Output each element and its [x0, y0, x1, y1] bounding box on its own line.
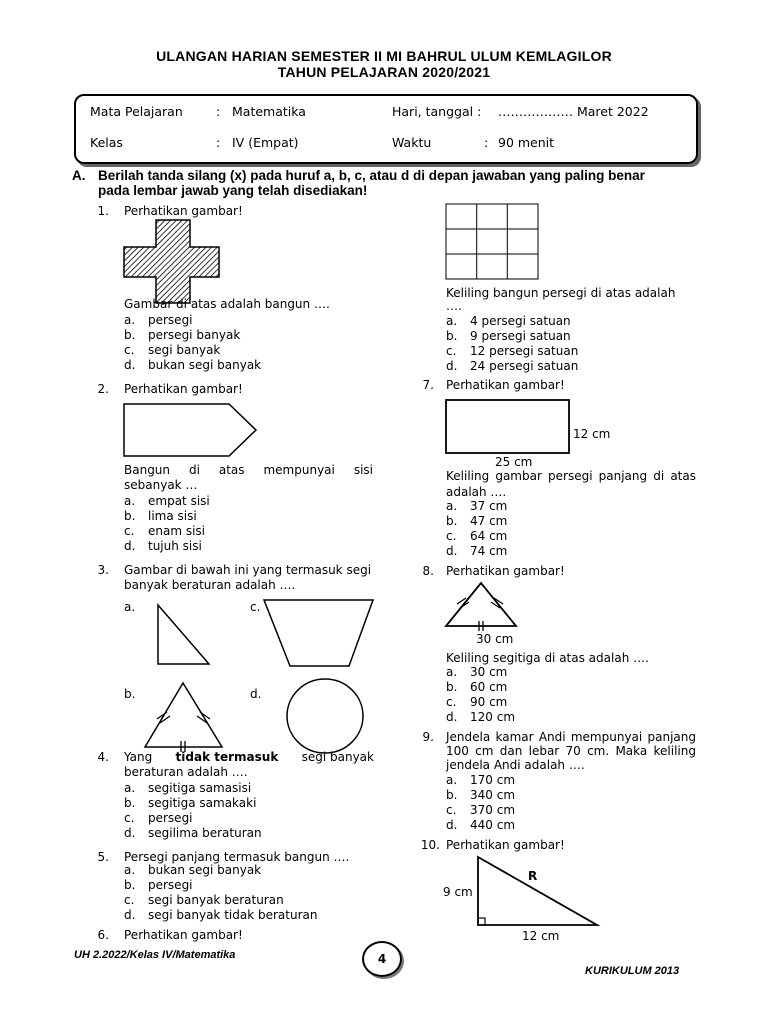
q2-question-line1: Bangun di atas mempunyai sisi: [124, 463, 373, 477]
q8-side-label: 30 cm: [476, 632, 514, 646]
q6-prompt: Perhatikan gambar!: [124, 928, 243, 942]
q2-a-text: empat sisi: [148, 494, 210, 508]
q8-b-text: 60 cm: [470, 680, 508, 694]
q5-d-letter: d.: [124, 908, 136, 922]
q2-c-letter: c.: [124, 524, 135, 538]
instruction-line2: pada lembar jawab yang telah disediakan!: [98, 183, 368, 198]
q7-b-letter: b.: [446, 514, 458, 528]
q10-prompt: Perhatikan gambar!: [446, 838, 565, 852]
q1-a-text: persegi: [148, 313, 193, 327]
q6-b-letter: b.: [446, 329, 458, 343]
q3-question-line2: banyak beraturan adalah ….: [124, 578, 296, 592]
q8-question: Keliling segitiga di atas adalah ….: [446, 651, 649, 665]
q9-question-line2: 100 cm dan lebar 70 cm. Maka keliling: [446, 744, 696, 758]
q10-number: 10.: [420, 838, 440, 852]
subject-label: Mata Pelajaran: [90, 104, 183, 119]
q5-c-letter: c.: [124, 893, 135, 907]
q1-d-text: bukan segi banyak: [148, 358, 262, 372]
q8-prompt: Perhatikan gambar!: [446, 564, 565, 578]
q6-question-line1: Keliling bangun persegi di atas adalah: [446, 286, 676, 300]
q4-emphasis: tidak termasuk: [175, 750, 279, 764]
q10-side-label: 9 cm: [443, 885, 473, 899]
q2-prompt: Perhatikan gambar!: [124, 382, 243, 396]
exam-title: ULANGAN HARIAN SEMESTER II MI BAHRUL ULUM KEMLAGILOR: [156, 48, 612, 64]
q5-a-text: bukan segi banyak: [148, 863, 262, 877]
q9-a-letter: a.: [446, 773, 458, 787]
q2-b-letter: b.: [124, 509, 136, 523]
q5-number: 5.: [97, 850, 109, 864]
q5-b-letter: b.: [124, 878, 136, 892]
q4-c-text: persegi: [148, 811, 193, 825]
q8-b-letter: b.: [446, 680, 458, 694]
q7-side-label: 12 cm: [573, 427, 611, 441]
q4-a-letter: a.: [124, 781, 136, 795]
q4-b-text: segitiga samakaki: [148, 796, 257, 810]
q4-pre: Yang: [124, 750, 153, 764]
q3-label-c: c.: [250, 600, 261, 614]
q8-a-letter: a.: [446, 665, 458, 679]
q5-a-letter: a.: [124, 863, 136, 877]
q8-a-text: 30 cm: [470, 665, 508, 679]
q6-number: 6.: [97, 928, 109, 942]
q1-c-text: segi banyak: [148, 343, 221, 357]
q5-b-text: persegi: [148, 878, 193, 892]
q8-c-letter: c.: [446, 695, 457, 709]
q4-post: segi banyak: [301, 750, 374, 764]
q4-question-line2: beraturan adalah ….: [124, 765, 248, 779]
q9-question-line1: Jendela kamar Andi mempunyai panjang: [446, 730, 696, 744]
class-value: IV (Empat): [232, 135, 299, 150]
footer-right: KURIKULUM 2013: [585, 965, 680, 977]
academic-year: TAHUN PELAJARAN 2020/2021: [277, 64, 491, 80]
q1-question: Gambar di atas adalah bangun ….: [124, 297, 330, 311]
q6-b-text: 9 persegi satuan: [470, 329, 571, 343]
q1-b-letter: b.: [124, 328, 136, 342]
q6-c-text: 12 persegi satuan: [470, 344, 579, 358]
q2-question-line2: sebanyak …: [124, 478, 198, 492]
q1-d-letter: d.: [124, 358, 136, 372]
q1-a-letter: a.: [124, 313, 136, 327]
q10-bottom-label: 12 cm: [522, 929, 560, 943]
class-label: Kelas: [90, 135, 123, 150]
q8-d-letter: d.: [446, 710, 458, 724]
day-value: ……………… Maret 2022: [498, 104, 649, 119]
q4-number: 4.: [97, 750, 109, 764]
q8-d-text: 120 cm: [470, 710, 516, 724]
q4-b-letter: b.: [124, 796, 136, 810]
q4-d-letter: d.: [124, 826, 136, 840]
q9-b-letter: b.: [446, 788, 458, 802]
q4-a-text: segitiga samasisi: [148, 781, 252, 795]
q7-prompt: Perhatikan gambar!: [446, 378, 565, 392]
q9-question-line3: jendela Andi adalah ….: [446, 758, 585, 772]
q1-b-text: persegi banyak: [148, 328, 241, 342]
q9-d-letter: d.: [446, 818, 458, 832]
class-colon: :: [216, 135, 221, 150]
time-label: Waktu: [392, 135, 432, 150]
q9-b-text: 340 cm: [470, 788, 516, 802]
q8-c-text: 90 cm: [470, 695, 508, 709]
q7-a-text: 37 cm: [470, 499, 508, 513]
q4-c-letter: c.: [124, 811, 135, 825]
q7-bottom-label: 25 cm: [495, 455, 533, 469]
day-label: Hari, tanggal :: [392, 104, 482, 119]
q7-c-text: 64 cm: [470, 529, 508, 543]
q9-c-text: 370 cm: [470, 803, 516, 817]
q9-d-text: 440 cm: [470, 818, 516, 832]
q5-c-text: segi banyak beraturan: [148, 893, 284, 907]
q6-a-letter: a.: [446, 314, 458, 328]
q6-d-text: 24 persegi satuan: [470, 359, 579, 373]
q7-c-letter: c.: [446, 529, 457, 543]
q3-label-a: a.: [124, 600, 136, 614]
q7-b-text: 47 cm: [470, 514, 508, 528]
subject-colon: :: [216, 104, 221, 119]
q5-question: Persegi panjang termasuk bangun ….: [124, 850, 350, 864]
q3-label-d: d.: [250, 687, 262, 701]
q10-label-r: R: [528, 869, 538, 883]
q6-question-line2: ….: [446, 299, 462, 313]
q1-c-letter: c.: [124, 343, 135, 357]
q2-a-letter: a.: [124, 494, 136, 508]
time-colon: :: [484, 135, 489, 150]
instruction-line1: Berilah tanda silang (x) pada huruf a, b, c, atau d di depan jawaban yang paling benar: [98, 168, 645, 183]
subject-value: Matematika: [232, 104, 306, 119]
q6-c-letter: c.: [446, 344, 457, 358]
q3-label-b: b.: [124, 687, 136, 701]
q8-number: 8.: [422, 564, 434, 578]
q6-a-text: 4 persegi satuan: [470, 314, 571, 328]
time-value: 90 menit: [498, 135, 555, 150]
q6-d-letter: d.: [446, 359, 458, 373]
q3-number: 3.: [97, 563, 109, 577]
q9-number: 9.: [422, 730, 434, 744]
q7-question-line2: adalah ….: [446, 485, 507, 499]
q2-d-text: tujuh sisi: [148, 539, 202, 553]
q7-a-letter: a.: [446, 499, 458, 513]
q2-b-text: lima sisi: [148, 509, 197, 523]
footer-left: UH 2.2022/Kelas IV/Matematika: [74, 949, 236, 961]
page-number: 4: [362, 941, 402, 977]
q7-d-letter: d.: [446, 544, 458, 558]
q9-c-letter: c.: [446, 803, 457, 817]
q9-a-text: 170 cm: [470, 773, 516, 787]
q7-question-line1: Keliling gambar persegi panjang di atas: [446, 469, 696, 483]
q1-prompt: Perhatikan gambar!: [124, 204, 243, 218]
q2-d-letter: d.: [124, 539, 136, 553]
q1-number: 1.: [97, 204, 109, 218]
section-letter: A.: [72, 168, 86, 183]
q3-question-line1: Gambar di bawah ini yang termasuk segi: [124, 563, 372, 577]
q4-d-text: segilima beraturan: [148, 826, 262, 840]
q7-d-text: 74 cm: [470, 544, 508, 558]
q2-c-text: enam sisi: [148, 524, 206, 538]
q7-number: 7.: [422, 378, 434, 392]
q5-d-text: segi banyak tidak beraturan: [148, 908, 318, 922]
q2-number: 2.: [97, 382, 109, 396]
